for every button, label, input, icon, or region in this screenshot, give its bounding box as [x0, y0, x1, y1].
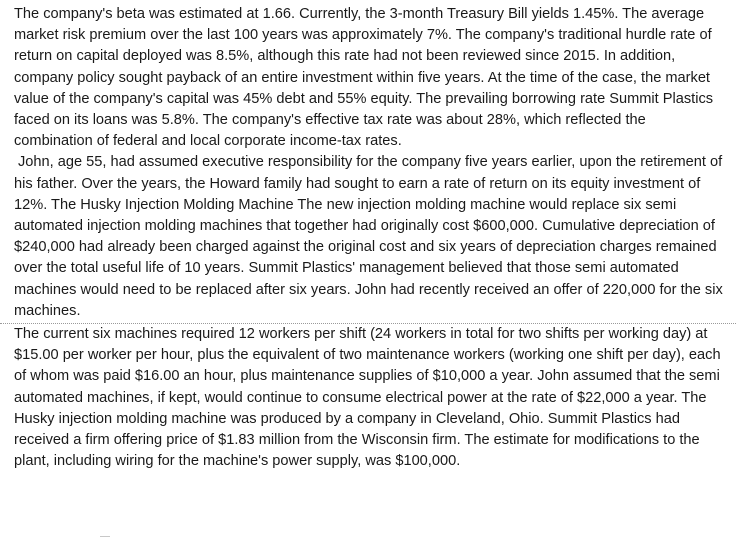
paragraph-capital-cost: The company's beta was estimated at 1.66. Currently, the 3-month Treasury Bill yields 1.45%. The average market risk premium over the last 100 years was approximately 7%. The company's traditional hurdle rate of return on capital deployed was 8.5%, although this rate had not been reviewed since 2015. In addition, company policy sought payback of an entire investment within five years. At the time of the case, the market value of the company's capital was 45% debt and 55% equity. The prevailing borrowing rate Summit Plastics faced on its loans was 5.8%. The company's effective tax rate was about 28%, which reflected the combination of federal and local corporate income-tax rates. — [14, 6, 714, 150]
paragraph-howard-family — [0, 152, 736, 322]
scroll-remnant — [100, 536, 110, 537]
paragraph-current-machines: The current six machines required 12 workers per shift (24 workers in total for two shifts per working day) at $15.00 per worker per hour, plus the equivalent of two maintenance workers (working one shift per day), each of whom was paid $16.00 an hour, plus maintenance supplies of $10,000 a year. John assumed that the semi automated machines, if kept, would continue to consume electrical power at the rate of $22,000 a year. The Husky injection molding machine was produced by a company in Cleveland, Ohio. Summit Plastics had received a firm offering price of $1.83 million from the Wisconsin firm. The estimate for modifications to the plant, including wiring for the machine's power supply, was $100,000. — [14, 326, 721, 470]
paragraph-text: John, age 55, had assumed executive responsibility for the company five years earlier, upon the retirement of his father. Over the years, the Howard family had sought to earn a rate of return on its equity investment of 12%. The Husky Injection Molding Machine The new injection molding machine would replace six semi automated injection molding machines that together had originally cost $600,000. Cumulative depreciation of $240,000 had already been charged against the original cost and six years of depreciation charges remained over the total useful life of 10 years. Summit Plastics' management believed that those semi automated machines would need to be replaced after six years. John had recently received an offer of 220,000 for the six machines. — [14, 154, 723, 319]
